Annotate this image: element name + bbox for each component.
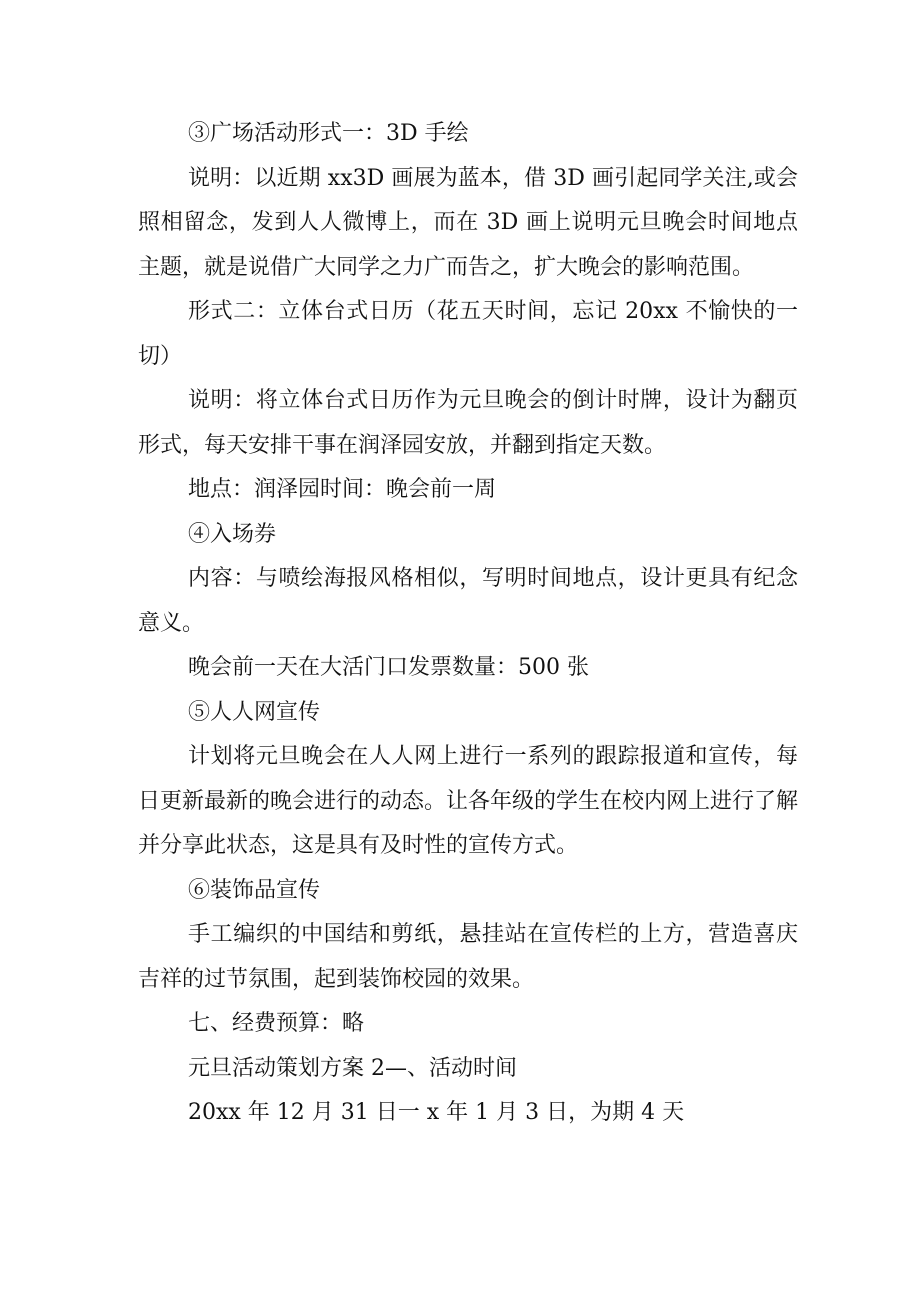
paragraph-location-time: 地点：润泽园时间：晚会前一周 bbox=[188, 477, 497, 502]
paragraph-calendar-description: 说明：将立体台式日历作为元旦晚会的倒计时牌，设计为翻页形式，每天安排干事在润泽园安放，并翻到指定天数。 bbox=[138, 388, 798, 458]
plan-two-title: 元旦活动策划方案 2—、活动时间 bbox=[188, 1055, 517, 1081]
paragraph-ticket-distribution: 晚会前一天在大活门口发票数量：500 张 bbox=[188, 655, 589, 680]
section-heading-decorations: ⑥装饰品宣传 bbox=[188, 877, 321, 903]
section-heading-3d-painting: ③广场活动形式一：3D 手绘 bbox=[188, 121, 469, 146]
paragraph-form-two-calendar: 形式二：立体台式日历（花五天时间，忘记 20xx 不愉快的一切） bbox=[138, 299, 798, 369]
section-heading-tickets: ④入场券 bbox=[188, 521, 277, 547]
section-heading-budget: 七、经费预算：略 bbox=[188, 1011, 365, 1036]
paragraph-renren-plan: 计划将元旦晚会在人人网上进行一系列的跟踪报道和宣传，每日更新最新的晚会进行的动态。让各年级的学生在校内网上进行了解并分享此状态，这是具有及时性的宣传方式。 bbox=[138, 744, 799, 858]
document-body bbox=[138, 112, 798, 1136]
section-heading-renren: ⑤人人网宣传 bbox=[188, 699, 321, 725]
paragraph-ticket-content: 内容：与喷绘海报风格相似，写明时间地点，设计更具有纪念意义。 bbox=[138, 566, 798, 636]
paragraph-decorations: 手工编织的中国结和剪纸，悬挂站在宣传栏的上方，营造喜庆吉祥的过节氛围，起到装饰校园的效果。 bbox=[138, 922, 798, 992]
paragraph-3d-description: 说明：以近期 xx3D 画展为蓝本，借 3D 画引起同学关注,或会照相留念，发到人人微博上，而在 3D 画上说明元旦晚会时间地点主题，就是说借广大同学之力广而告之，扩大晚会的影响范围。 bbox=[138, 165, 798, 280]
paragraph-event-dates: 20xx 年 12 月 31 日一 x 年 1 月 3 日，为期 4 天 bbox=[188, 1100, 685, 1125]
